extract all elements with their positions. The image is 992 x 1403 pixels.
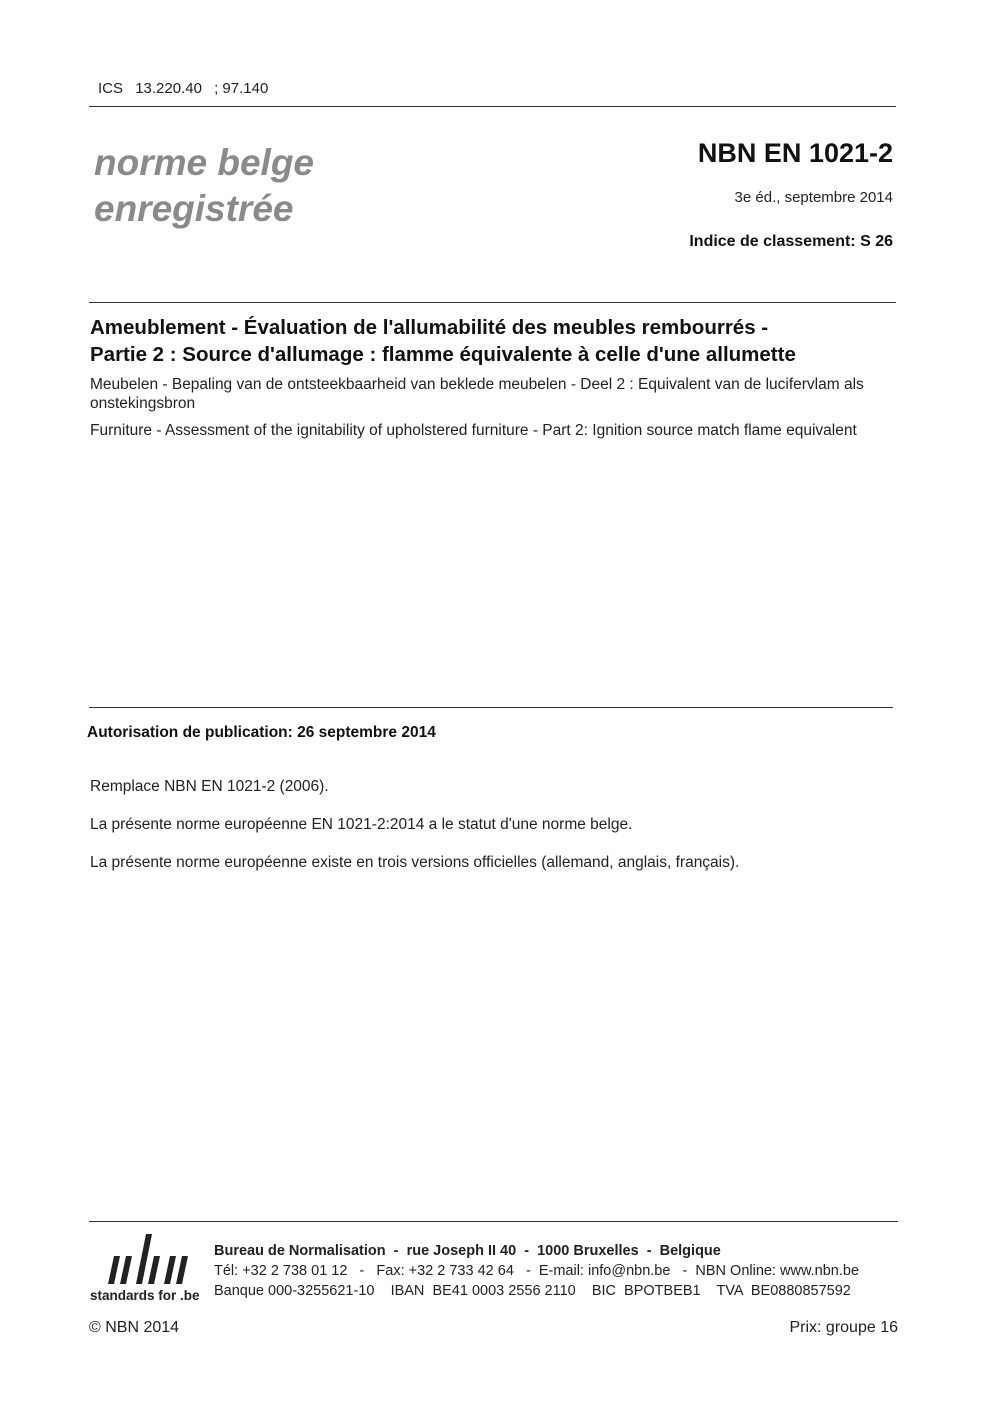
replaces-text: Remplace NBN EN 1021-2 (2006). (90, 778, 329, 795)
footer-address: Bureau de Normalisation - rue Joseph II 40 - 1000 Bruxelles - Belgique (214, 1243, 721, 1259)
ics-label: ICS (98, 80, 124, 97)
classification-index: Indice de classement: S 26 (689, 233, 893, 250)
logo-stroke-4 (148, 1256, 160, 1284)
title-french-line-2: Partie 2 : Source d'allumage : flamme équivalente à celle d'une allumette (90, 343, 796, 366)
header-divider (89, 106, 896, 107)
ics-codes (98, 80, 276, 97)
publication-authorisation: Autorisation de publication: 26 septembre 2014 (87, 724, 436, 741)
footer-contact-block (214, 1241, 859, 1301)
footer-divider (89, 1221, 898, 1222)
title-french-line-1: Ameublement - Évaluation de l'allumabilité des meubles rembourrés - (90, 316, 769, 339)
brand-line-1: norme belge (94, 142, 314, 183)
edition-date: 3e éd., septembre 2014 (734, 189, 893, 206)
brand-line-2: enregistrée (94, 188, 294, 229)
publication-divider (89, 707, 893, 708)
footer-contact: Tél: +32 2 738 01 12 - Fax: +32 2 733 42 64 - E-mail: info@nbn.be - NBN Online: www.nbn.be (214, 1263, 860, 1279)
title-english: Furniture - Assessment of the ignitability of upholstered furniture - Part 2: Ignition source match flame equivalent (90, 422, 857, 439)
versions-text: La présente norme européenne existe en trois versions officielles (allemand, anglais, français). (90, 854, 740, 871)
title-dutch: Meubelen - Bepaling van de ontsteekbaarheid van beklede meubelen - Deel 2 : Equivalent van de lucifervlam als onstekingsbron (90, 376, 864, 412)
copyright: © NBN 2014 (89, 1319, 180, 1336)
title-divider (89, 302, 896, 303)
price-group: Prix: groupe 16 (789, 1319, 898, 1336)
status-text: La présente norme européenne EN 1021-2:2014 a le statut d'une norme belge. (90, 816, 633, 833)
ics-code-2: ; 97.140 (214, 80, 269, 97)
logo-tagline: standards for .be (90, 1288, 200, 1303)
logo-stroke-6 (176, 1256, 188, 1284)
standard-number: NBN EN 1021-2 (697, 138, 893, 168)
footer-bank: Banque 000-3255621-10 IBAN BE41 0003 2556 2110 BIC BPOTBEB1 TVA BE0880857592 (214, 1283, 851, 1299)
logo-stroke-2 (120, 1256, 132, 1284)
logo-stroke-3 (136, 1234, 152, 1284)
logo-stroke-1 (108, 1256, 120, 1284)
title-french (90, 314, 900, 368)
ics-code-1: 13.220.40 (135, 80, 202, 97)
brand-title (94, 140, 314, 232)
logo-stroke-5 (164, 1256, 176, 1284)
